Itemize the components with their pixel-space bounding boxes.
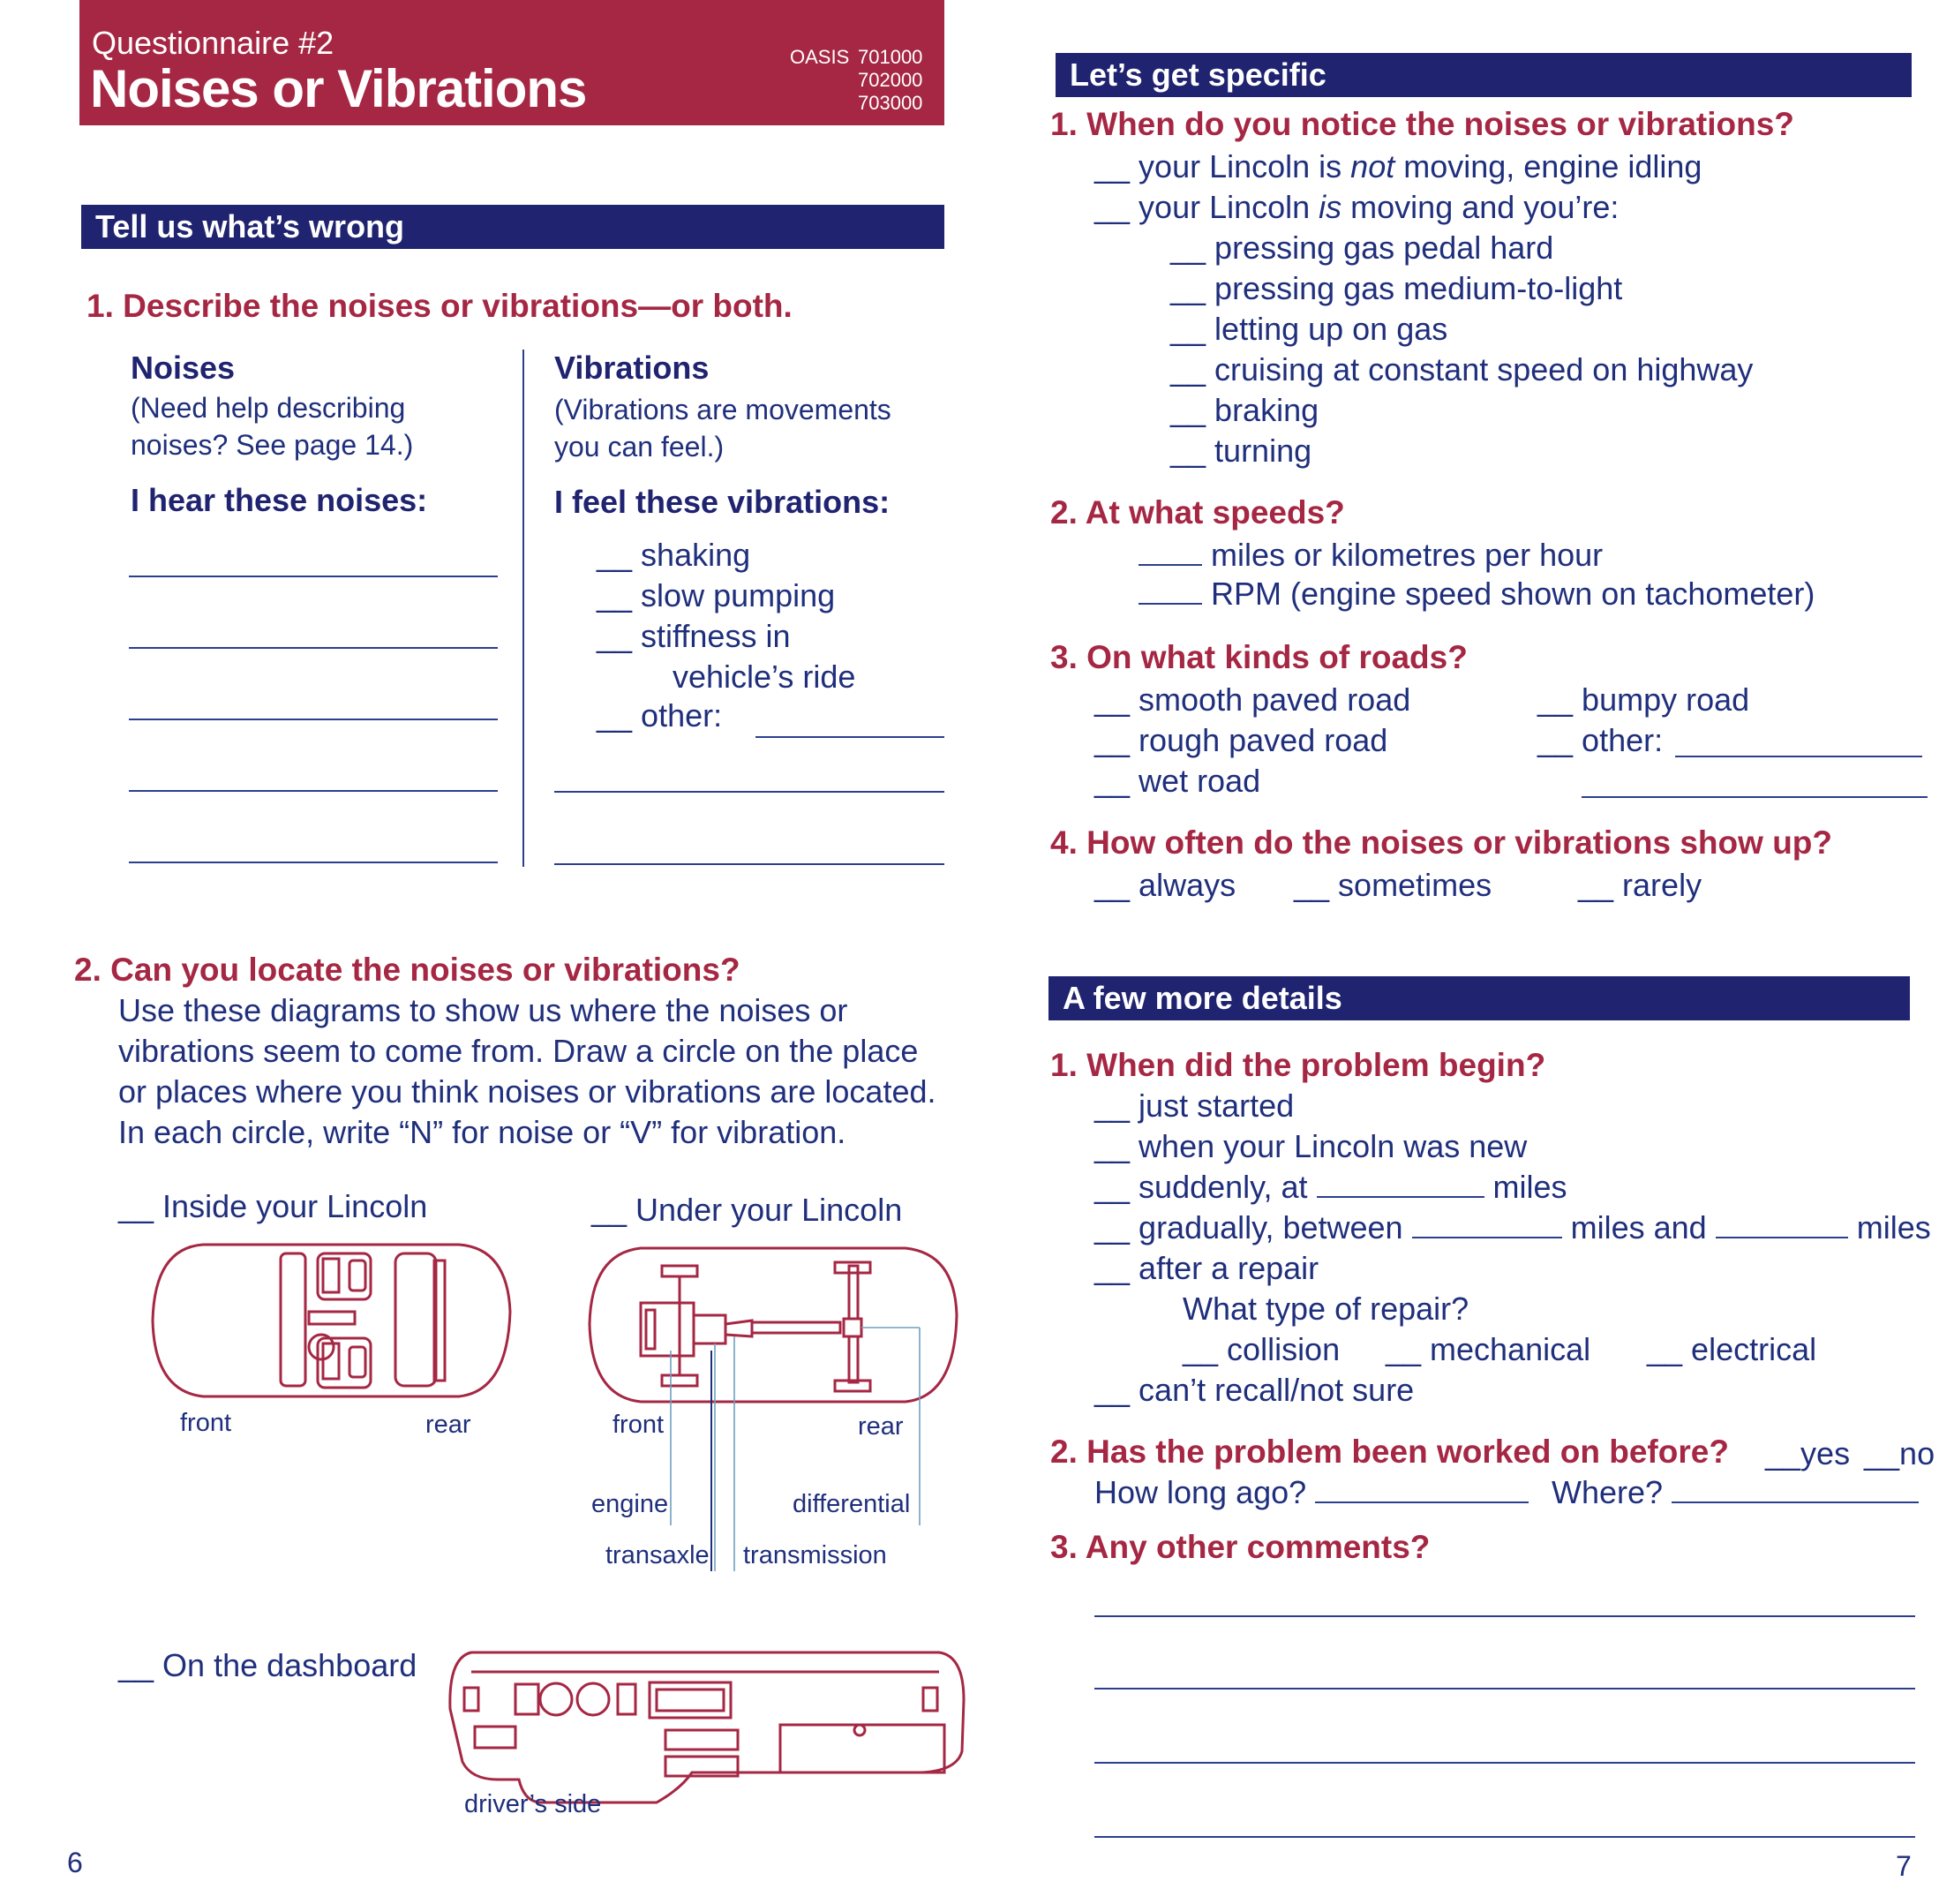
option-label: electrical: [1691, 1331, 1817, 1367]
mileage-blank[interactable]: [1412, 1210, 1562, 1238]
dashboard-label-drivers-side: driver’s side: [464, 1790, 602, 1818]
question-number: 3.: [1050, 1529, 1078, 1565]
option-label: collision: [1227, 1331, 1341, 1367]
option-label: wet road: [1139, 763, 1261, 799]
road-option-other[interactable]: __ other:: [1537, 722, 1664, 758]
begin-option[interactable]: __ can’t recall/not sure: [1094, 1372, 1415, 1408]
noise-answer-line[interactable]: [129, 790, 498, 792]
instruction-line: vibrations seem to come from. Draw a circle on the place: [118, 1033, 919, 1069]
frequency-option[interactable]: __ always: [1094, 867, 1236, 903]
car-interior-diagram[interactable]: [150, 1241, 512, 1400]
sub-option[interactable]: __ letting up on gas: [1170, 311, 1448, 347]
begin-option-after-repair[interactable]: __ after a repair: [1094, 1250, 1319, 1286]
vibration-option-stiffness-cont: vehicle’s ride: [673, 658, 856, 695]
option-label: Under your Lincoln: [635, 1192, 903, 1228]
option-label: miles or kilometres per hour: [1211, 537, 1604, 573]
question-2-heading: [74, 952, 740, 989]
noise-answer-line[interactable]: [129, 647, 498, 649]
begin-option-suddenly[interactable]: __ suddenly, at miles: [1094, 1169, 1567, 1205]
question-text: At what speeds?: [1085, 494, 1345, 531]
option-label: Inside your Lincoln: [162, 1188, 428, 1224]
option-label: suddenly, at: [1139, 1169, 1308, 1205]
oasis-codes: [858, 46, 922, 115]
oasis-code: 703000: [858, 92, 923, 114]
option-label: moving, engine idling: [1394, 148, 1702, 184]
option-label: turning: [1214, 433, 1312, 469]
question-number: 1.: [1050, 1047, 1078, 1083]
dashboard-diagram[interactable]: [445, 1647, 966, 1806]
repair-type-prompt: What type of repair?: [1183, 1291, 1469, 1327]
vibrations-prompt: I feel these vibrations:: [554, 484, 891, 520]
sub-option[interactable]: __ pressing gas medium-to-light: [1170, 270, 1623, 306]
option-label: Where?: [1552, 1474, 1664, 1510]
instruction-line: Use these diagrams to show us where the noises or: [118, 992, 848, 1028]
page-number-left: 6: [67, 1847, 83, 1878]
option-label: RPM (engine speed shown on tachometer): [1211, 576, 1815, 612]
oasis-code: 701000: [858, 46, 923, 68]
diagram-label-front: front: [180, 1409, 232, 1437]
option-label: can’t recall/not sure: [1139, 1372, 1415, 1408]
option-label: other:: [1582, 722, 1664, 758]
questionnaire-number: Questionnaire #2: [92, 25, 334, 61]
road-option[interactable]: __ rough paved road: [1094, 722, 1388, 758]
details-q1-heading: [1050, 1047, 1545, 1084]
option-label: miles: [1856, 1209, 1931, 1246]
section-title-whats-wrong: Tell us what’s wrong: [81, 205, 944, 249]
speed-option-mph[interactable]: [1139, 537, 1603, 574]
under-lincoln-option[interactable]: __ Under your Lincoln: [591, 1192, 903, 1228]
road-option[interactable]: __ wet road: [1094, 763, 1261, 799]
question-number: 1.: [86, 288, 114, 324]
option-label: pressing gas medium-to-light: [1214, 270, 1623, 306]
comment-line[interactable]: [1094, 1615, 1915, 1617]
option-label: yes: [1800, 1435, 1851, 1471]
question-text: Has the problem been worked on before?: [1086, 1434, 1729, 1470]
comment-line[interactable]: [1094, 1688, 1915, 1690]
section-title-get-specific: Let’s get specific: [1056, 53, 1912, 97]
option-label: after a repair: [1139, 1250, 1319, 1286]
vibrations-help-line: (Vibrations are movements: [554, 394, 891, 425]
question-text: When did the problem begin?: [1086, 1047, 1546, 1083]
question-number: 2.: [1050, 494, 1078, 531]
option-label: sometimes: [1338, 867, 1492, 903]
noise-answer-line[interactable]: [129, 576, 498, 577]
road-other-line[interactable]: [1582, 796, 1928, 798]
option-label: just started: [1139, 1087, 1295, 1124]
question-1-heading: [86, 288, 793, 325]
vibration-answer-line[interactable]: [554, 791, 944, 793]
option-label: How long ago?: [1094, 1474, 1307, 1510]
rpm-blank[interactable]: [1139, 576, 1202, 605]
option-label: no: [1899, 1435, 1935, 1471]
option-label: stiffness in: [641, 618, 791, 654]
specific-q1-heading: [1050, 106, 1794, 143]
oasis-label: OASIS: [790, 46, 850, 68]
question-text: When do you notice the noises or vibrations?: [1086, 106, 1794, 142]
option-label: always: [1139, 867, 1236, 903]
question-number: 4.: [1050, 824, 1078, 861]
option-label: miles: [1492, 1169, 1567, 1205]
option-label: your Lincoln: [1139, 189, 1319, 225]
noises-heading: Noises: [131, 350, 236, 386]
option-label: slow pumping: [641, 577, 836, 613]
specific-q2-heading: [1050, 494, 1345, 531]
question-text: On what kinds of roads?: [1086, 639, 1468, 675]
noises-prompt: I hear these noises:: [131, 482, 428, 518]
question-text: How often do the noises or vibrations show up?: [1086, 824, 1832, 861]
sub-option[interactable]: __ pressing gas pedal hard: [1170, 230, 1554, 266]
frequency-option[interactable]: __ rarely: [1578, 867, 1702, 903]
emphasis: is: [1319, 189, 1342, 225]
frequency-option[interactable]: __ sometimes: [1294, 867, 1492, 903]
option-label: cruising at constant speed on highway: [1214, 351, 1754, 388]
diagram-label-rear: rear: [425, 1411, 471, 1439]
noises-help-line: (Need help describing: [131, 392, 406, 424]
section-title-more-details: A few more details: [1048, 976, 1910, 1020]
option-label: braking: [1214, 392, 1319, 428]
repair-option[interactable]: __ electrical: [1647, 1331, 1817, 1367]
diagram-label-front: front: [613, 1411, 665, 1439]
vibration-answer-line[interactable]: [554, 863, 944, 865]
diagram-label-transmission: transmission: [743, 1541, 887, 1569]
page-number-right: 7: [1896, 1850, 1912, 1882]
inside-lincoln-option[interactable]: __ Inside your Lincoln: [118, 1188, 428, 1224]
instruction-line: In each circle, write “N” for noise or “V” for vibration.: [118, 1114, 846, 1150]
diagram-label-transaxle: transaxle: [605, 1541, 710, 1569]
question-text: Can you locate the noises or vibrations?: [110, 952, 740, 988]
road-option[interactable]: __ bumpy road: [1537, 681, 1750, 718]
question-number: 3.: [1050, 639, 1078, 675]
diagram-label-engine: engine: [591, 1490, 669, 1518]
option-not-moving[interactable]: __ your Lincoln is not moving, engine idling: [1094, 148, 1702, 184]
question-text: Any other comments?: [1085, 1529, 1431, 1565]
begin-option[interactable]: __ just started: [1094, 1087, 1295, 1124]
how-long-blank[interactable]: [1315, 1475, 1529, 1503]
details-q3-heading: [1050, 1529, 1430, 1566]
column-divider: [522, 350, 524, 867]
begin-option[interactable]: __ when your Lincoln was new: [1094, 1128, 1528, 1164]
option-label: rarely: [1622, 867, 1702, 903]
option-label: letting up on gas: [1214, 311, 1448, 347]
car-underside-diagram[interactable]: [588, 1245, 958, 1571]
question-number: 2.: [74, 952, 101, 988]
vibration-other-line[interactable]: [755, 736, 944, 738]
mileage-blank[interactable]: [1317, 1170, 1484, 1198]
sub-option[interactable]: __ turning: [1170, 433, 1312, 469]
vibration-option-other[interactable]: __ other:: [597, 697, 723, 734]
oasis-code: 702000: [858, 69, 923, 91]
diagram-label-rear: rear: [858, 1412, 904, 1441]
repair-option[interactable]: __ collision: [1183, 1331, 1341, 1367]
page-title: Noises or Vibrations: [90, 59, 587, 118]
option-label: miles and: [1570, 1209, 1707, 1246]
vibrations-heading: Vibrations: [554, 350, 710, 386]
option-label: gradually, between: [1139, 1209, 1403, 1246]
option-label: shaking: [641, 537, 751, 573]
emphasis: not: [1350, 148, 1395, 184]
where: [1552, 1474, 1919, 1511]
mileage-blank[interactable]: [1716, 1210, 1848, 1238]
road-option[interactable]: __ smooth paved road: [1094, 681, 1411, 718]
specific-q3-heading: [1050, 639, 1468, 676]
comment-line[interactable]: [1094, 1762, 1915, 1764]
repair-option[interactable]: __ mechanical: [1386, 1331, 1591, 1367]
vibrations-help-line: you can feel.): [554, 431, 725, 463]
question-number: 1.: [1050, 106, 1078, 142]
where-blank[interactable]: [1672, 1475, 1919, 1503]
instruction-line: or places where you think noises or vibrations are located.: [118, 1073, 936, 1110]
worked-on-no[interactable]: __no: [1864, 1435, 1935, 1471]
noise-answer-line[interactable]: [129, 862, 498, 863]
noise-answer-line[interactable]: [129, 719, 498, 720]
details-q2-heading: [1050, 1434, 1729, 1471]
option-label: your Lincoln is: [1139, 148, 1351, 184]
option-moving[interactable]: __ your Lincoln is moving and you’re:: [1094, 189, 1620, 225]
option-label: mechanical: [1430, 1331, 1591, 1367]
option-label: pressing gas pedal hard: [1214, 230, 1554, 266]
worked-on-yes[interactable]: __yes: [1765, 1435, 1851, 1471]
vibration-option-stiffness[interactable]: __ stiffness in: [597, 618, 791, 654]
option-label: bumpy road: [1582, 681, 1750, 718]
noises-help-line: noises? See page 14.): [131, 429, 414, 461]
speed-option-rpm[interactable]: [1139, 576, 1815, 613]
diagram-label-differential: differential: [793, 1490, 911, 1518]
sub-option[interactable]: __ cruising at constant speed on highway: [1170, 351, 1754, 388]
option-label: other:: [641, 697, 723, 734]
dashboard-option[interactable]: __ On the dashboard: [118, 1647, 417, 1683]
vibration-option-shaking[interactable]: __ shaking: [597, 537, 751, 573]
road-other-line[interactable]: [1675, 756, 1922, 757]
sub-option[interactable]: __ braking: [1170, 392, 1319, 428]
specific-q4-heading: [1050, 824, 1832, 862]
option-label: On the dashboard: [162, 1647, 417, 1683]
comment-line[interactable]: [1094, 1836, 1915, 1838]
begin-option-gradually[interactable]: __ gradually, between miles and miles: [1094, 1209, 1931, 1246]
question-text: Describe the noises or vibrations—or both.: [123, 288, 793, 324]
option-label: moving and you’re:: [1341, 189, 1620, 225]
option-label: smooth paved road: [1139, 681, 1411, 718]
option-label: when your Lincoln was new: [1139, 1128, 1528, 1164]
option-label: rough paved road: [1139, 722, 1388, 758]
speed-blank[interactable]: [1139, 538, 1202, 566]
vibration-option-slow-pumping[interactable]: __ slow pumping: [597, 577, 836, 613]
how-long-ago: [1094, 1474, 1529, 1511]
question-number: 2.: [1050, 1434, 1078, 1470]
